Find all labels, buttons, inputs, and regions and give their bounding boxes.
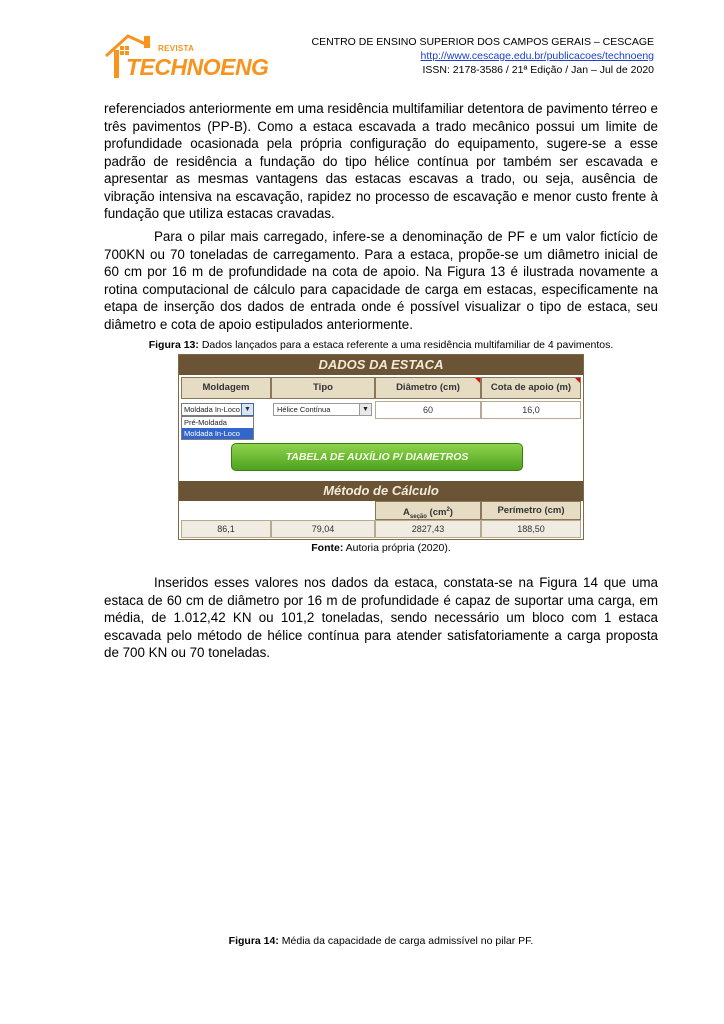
option-moldada-in-loco[interactable]: Moldada In-Loco — [182, 428, 253, 439]
header-tipo: Tipo — [271, 377, 375, 399]
tipo-dropdown-arrow-icon[interactable]: ▼ — [359, 403, 372, 416]
paragraph-1: referenciados anteriormente em uma residência multifamiliar detentora de pavimento térreo e três pavimentos (PP-B). Como a estaca escavada a trado mecânico possui um limite de profundidade ocasionada pela própria configuração do equipamento, sugere-se a esse padrão de residência a fundação do tipo hélice contínua por também ser escavada e apresentar as mesmas vantagens das estacas escavas a trado, ou seja, ausência de vibração intensiva na escavação, rapidez no processo de escavação e menor custo frente à fundação que utiliza estacas cravadas. — [104, 101, 658, 221]
cota-input[interactable]: 16,0 — [481, 401, 581, 419]
result-perimetro: 188,50 — [481, 520, 581, 538]
journal-logo — [104, 30, 304, 86]
diametro-input[interactable]: 60 — [375, 401, 481, 419]
source-label: Fonte: — [311, 542, 344, 554]
institution-name: CENTRO DE ENSINO SUPERIOR DOS CAMPOS GERAIS – CESCAGE — [311, 36, 654, 48]
tipo-select[interactable]: Hélice Contínua — [273, 403, 372, 416]
figure-14-caption — [104, 935, 658, 948]
header-moldagem: Moldagem — [181, 377, 271, 399]
figure-13-spreadsheet — [178, 354, 584, 540]
result-area: 2827,43 — [375, 520, 481, 538]
header-area-secao: $A_{seção}$ $(cm^2)$ — [375, 501, 481, 520]
moldagem-dropdown-arrow-icon[interactable]: ▼ — [241, 403, 254, 416]
paragraph-3: Inseridos esses valores nos dados da estaca, constata-se na Figura 14 que uma estaca de 60 cm de diâmetro por 16 m de profundidade é capaz de suportar uma carga, em média, de 1.012,42 KN ou 101,2 toneladas, sendo necessário um bloco com 1 estaca escavada pelo método de hélice contínua para atender satisfatoriamente a carga proposta de 700 KN ou 70 toneladas. — [104, 575, 658, 660]
journal-header — [312, 35, 654, 77]
moldagem-options-list — [181, 416, 254, 440]
header-cota: Cota de apoio (m) — [481, 377, 581, 399]
logo-subtitle: REVISTA — [158, 44, 195, 53]
issn-line: ISSN: 2178-3586 / 21ª Edição / Jan – Jul de 2020 — [422, 64, 654, 76]
logo-title: TECHNOENG — [126, 54, 269, 80]
figure-13-caption — [104, 339, 658, 352]
figure-13-caption-text: Dados lançados para a estaca referente a uma residência multifamiliar de 4 pavimentos. — [201, 339, 614, 351]
dados-estaca-title: DADOS DA ESTACA — [179, 355, 583, 375]
result-cell-1: 86,1 — [181, 520, 271, 538]
tabela-auxilio-button[interactable]: TABELA DE AUXÍLIO P/ DIAMETROS — [231, 443, 523, 471]
moldagem-select[interactable]: Moldada In-Loco — [181, 403, 253, 416]
figure-14-label: Figura 14: — [228, 935, 279, 947]
source-text: Autoria própria (2020). — [345, 542, 451, 554]
header-diametro: Diâmetro (cm) — [375, 377, 481, 399]
option-pre-moldada[interactable]: Pré-Moldada — [184, 418, 227, 427]
result-cell-2: 79,04 — [271, 520, 375, 538]
metodo-calculo-title: Método de Cálculo — [179, 481, 583, 501]
figure-14-caption-text: Média da capacidade de carga admissível no pilar PF. — [281, 935, 534, 947]
figure-13-label: Figura 13: — [148, 339, 199, 351]
header-perimetro: Perímetro (cm) — [481, 501, 581, 520]
figure-13-source — [104, 542, 658, 555]
journal-url-link[interactable]: http://www.cescage.edu.br/publicacoes/technoeng — [420, 50, 654, 62]
paragraph-2: Para o pilar mais carregado, infere-se a denominação de PF e um valor fictício de 700KN ou 70 toneladas de carregamento. Para a estaca, propõe-se um diâmetro inicial de 60 cm por 16 m de profundidade na cota de apoio. Na Figura 13 é ilustrada novamente a rotina computacional de cálculo para capacidade de carga em estacas, especificamente na etapa de inserção dos dados de entrada onde é possível visualizar o tipo de estaca, seu diâmetro e cota de apoio estipulados anteriormente. — [104, 229, 658, 332]
